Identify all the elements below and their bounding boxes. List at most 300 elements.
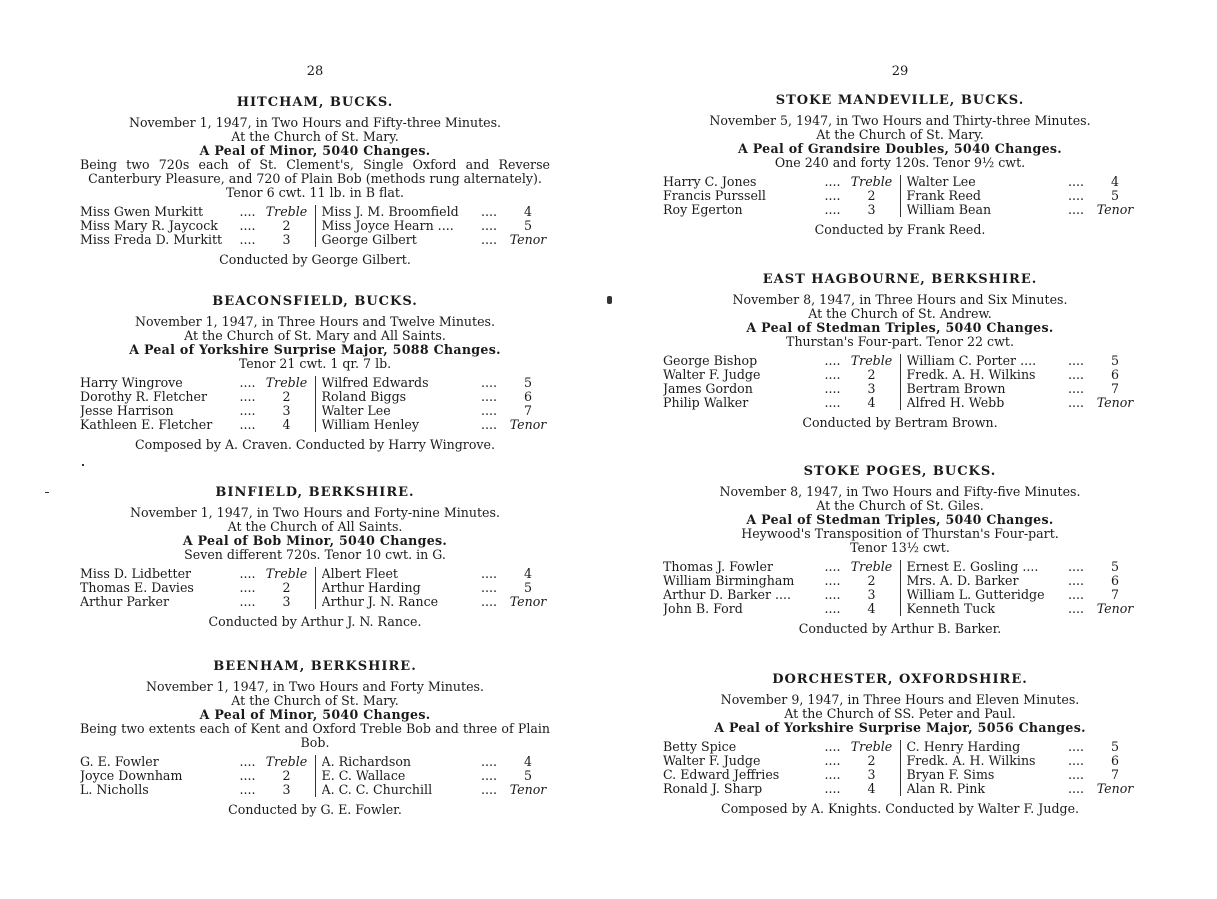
- leader-dots: ....: [824, 559, 841, 574]
- bell-number: 3: [867, 587, 876, 602]
- bell-number: Treble: [265, 754, 308, 769]
- ringer-name: William L. Gutteridge: [906, 588, 1045, 602]
- bell-number: 3: [867, 767, 876, 782]
- peal-heading: BEENHAM, BERKSHIRE.: [213, 659, 417, 674]
- bell-number: 5: [523, 768, 532, 783]
- bell-number: 6: [1110, 367, 1119, 382]
- bell-number: 2: [867, 367, 876, 382]
- bell-number: Treble: [850, 174, 893, 189]
- bell-number: 4: [867, 781, 876, 796]
- ringer-name: Fredk. A. H. Wilkins: [906, 368, 1036, 382]
- peal-title: A Peal of Stedman Triples, 5040 Changes.: [746, 320, 1054, 335]
- leader-dots: ....: [480, 218, 497, 233]
- leader-dots: ....: [480, 403, 497, 418]
- leader-dots: ....: [239, 375, 256, 390]
- leader-dots: ....: [1067, 753, 1084, 768]
- conducted-by: Conducted by Arthur B. Barker.: [798, 621, 1002, 636]
- ringer-name: C. Henry Harding: [906, 740, 1021, 754]
- peal-detail-line: At the Church of St. Mary.: [231, 129, 399, 144]
- leader-dots: ....: [239, 403, 256, 418]
- bell-number: 4: [523, 566, 532, 581]
- ringer-name: William Bean: [906, 203, 992, 217]
- leader-dots: ....: [239, 218, 256, 233]
- peal-title: A Peal of Yorkshire Surprise Major, 5088 Changes.: [129, 342, 501, 357]
- bell-number: 4: [867, 395, 876, 410]
- bell-number: Tenor: [509, 594, 547, 609]
- leader-dots: ....: [1067, 559, 1084, 574]
- ringer-row: [907, 203, 1138, 217]
- ringer-name: Joyce Downham: [80, 769, 183, 783]
- ringer-name: A. C. C. Churchill: [321, 783, 433, 797]
- leader-dots: ....: [1067, 395, 1084, 410]
- bell-number: 6: [1110, 753, 1119, 768]
- ringer-name: Francis Purssell: [663, 189, 766, 203]
- ringer-row: [663, 203, 894, 217]
- print-speck: [45, 492, 49, 493]
- leader-dots: ....: [239, 782, 256, 797]
- bell-number: Treble: [850, 739, 893, 754]
- ringers-column: [316, 755, 551, 797]
- ringer-name: Alfred H. Webb: [906, 396, 1005, 410]
- leader-dots: ....: [824, 174, 841, 189]
- peal-detail-line: November 5, 1947, in Two Hours and Thirty-three Minutes.: [709, 113, 1091, 128]
- peal-title: A Peal of Yorkshire Surprise Major, 5056 Changes.: [714, 720, 1086, 735]
- peal-note: Heywood's Transposition of Thurstan's Four-part.: [741, 526, 1059, 541]
- ringers-column: [663, 354, 901, 410]
- leader-dots: ....: [824, 188, 841, 203]
- ringers-column: [901, 740, 1138, 796]
- leader-dots: ....: [1067, 367, 1084, 382]
- leader-dots: ....: [824, 753, 841, 768]
- ringer-row: [80, 376, 309, 390]
- ringer-name: L. Nicholls: [80, 783, 149, 797]
- bell-number: 7: [1110, 381, 1119, 396]
- ringer-row: [907, 189, 1138, 203]
- ringers-table: [663, 560, 1137, 616]
- ringer-name: Albert Fleet: [321, 567, 398, 581]
- bell-number: Tenor: [509, 232, 547, 247]
- ringer-name: Miss D. Lidbetter: [80, 567, 192, 581]
- ringer-name: A. Richardson: [321, 755, 412, 769]
- leader-dots: ....: [824, 367, 841, 382]
- bell-number: 5: [523, 218, 532, 233]
- ringer-row: [663, 588, 894, 602]
- peal-note: Thurstan's Four-part. Tenor 22 cwt.: [786, 334, 1014, 349]
- ringer-row: [907, 574, 1138, 588]
- leader-dots: ....: [239, 768, 256, 783]
- peal-record: [663, 273, 1137, 430]
- leader-dots: ....: [824, 601, 841, 616]
- ringer-row: [907, 588, 1138, 602]
- bell-number: 2: [282, 768, 291, 783]
- leader-dots: ....: [824, 739, 841, 754]
- ringer-row: [907, 354, 1138, 368]
- ringers-column: [80, 755, 316, 797]
- ringer-row: [322, 418, 551, 432]
- leader-dots: ....: [480, 389, 497, 404]
- bell-number: 6: [1110, 573, 1119, 588]
- ringer-row: [80, 404, 309, 418]
- ringer-name: Kenneth Tuck: [906, 602, 996, 616]
- bell-number: Tenor: [1096, 395, 1134, 410]
- leader-dots: ....: [1067, 601, 1084, 616]
- bell-number: 5: [1110, 353, 1119, 368]
- peal-heading: BINFIELD, BERKSHIRE.: [215, 485, 415, 500]
- ringers-column: [901, 560, 1138, 616]
- peal-heading: EAST HAGBOURNE, BERKSHIRE.: [762, 272, 1038, 287]
- leader-dots: ....: [480, 375, 497, 390]
- ringer-row: [663, 189, 894, 203]
- ringer-name: Mrs. A. D. Barker: [906, 574, 1019, 588]
- bell-number: 5: [1110, 188, 1119, 203]
- ringer-row: [80, 769, 309, 783]
- peal-detail-line: At the Church of St. Mary.: [231, 693, 399, 708]
- ringer-row: [80, 205, 309, 219]
- ringers-column: [80, 376, 316, 432]
- ringer-row: [663, 574, 894, 588]
- ringer-name: Walter Lee: [906, 175, 976, 189]
- peal-detail-line: At the Church of St. Andrew.: [808, 306, 992, 321]
- peal-note: Tenor 13½ cwt.: [850, 540, 950, 555]
- conducted-by: Conducted by Frank Reed.: [814, 222, 986, 237]
- ringer-name: Arthur D. Barker ....: [663, 588, 791, 602]
- peal-record: [80, 295, 550, 452]
- print-speck: [82, 464, 84, 466]
- bell-number: 4: [867, 601, 876, 616]
- peal-note: Tenor 21 cwt. 1 qr. 7 lb.: [238, 356, 392, 371]
- leader-dots: ....: [239, 566, 256, 581]
- bell-number: 3: [282, 782, 291, 797]
- ringer-name: Miss Joyce Hearn ....: [321, 219, 454, 233]
- peal-heading: BEACONSFIELD, BUCKS.: [212, 294, 418, 309]
- ringer-name: Walter Lee: [321, 404, 391, 418]
- ringer-row: [322, 390, 551, 404]
- ringer-row: [80, 595, 309, 609]
- leader-dots: ....: [1067, 188, 1084, 203]
- peal-detail-line: At the Church of St. Mary.: [816, 127, 984, 142]
- peal-record: [80, 660, 550, 817]
- ringer-name: Bertram Brown: [906, 382, 1006, 396]
- ringers-table: [663, 740, 1137, 796]
- ringer-name: William Birmingham: [663, 574, 795, 588]
- peal-heading: HITCHAM, BUCKS.: [236, 95, 394, 110]
- bell-number: 3: [282, 232, 291, 247]
- ringer-row: [322, 783, 551, 797]
- peal-record: [663, 673, 1137, 816]
- leader-dots: ....: [1067, 587, 1084, 602]
- ringer-row: [663, 782, 894, 796]
- peal-detail-line: November 1, 1947, in Three Hours and Twelve Minutes.: [134, 314, 496, 329]
- conducted-by: Composed by A. Craven. Conducted by Harry Wingrove.: [135, 437, 495, 452]
- ringer-row: [907, 368, 1138, 382]
- ringers-column: [663, 560, 901, 616]
- peal-record: [80, 96, 550, 267]
- ringers-table: [663, 354, 1137, 410]
- ringer-row: [80, 390, 309, 404]
- page-number: 29: [891, 64, 909, 79]
- peal-detail-line: November 8, 1947, in Two Hours and Fifty-five Minutes.: [719, 484, 1081, 499]
- bell-number: 5: [523, 580, 532, 595]
- leader-dots: ....: [1067, 202, 1084, 217]
- leader-dots: ....: [1067, 381, 1084, 396]
- peal-detail-line: November 8, 1947, in Three Hours and Six Minutes.: [732, 292, 1068, 307]
- ringer-name: E. C. Wallace: [321, 769, 406, 783]
- leader-dots: ....: [824, 381, 841, 396]
- ringer-row: [80, 233, 309, 247]
- ringers-column: [80, 567, 316, 609]
- ringer-row: [80, 219, 309, 233]
- ringers-column: [80, 205, 316, 247]
- ringers-table: [80, 567, 550, 609]
- bell-number: 5: [1110, 739, 1119, 754]
- ringer-row: [322, 404, 551, 418]
- ringers-column: [901, 175, 1138, 217]
- ringer-row: [907, 768, 1138, 782]
- ringer-name: Arthur Parker: [80, 595, 169, 609]
- peal-detail-line: At the Church of All Saints.: [227, 519, 403, 534]
- bell-number: Treble: [265, 375, 308, 390]
- ringer-name: George Gilbert: [321, 233, 417, 247]
- ringer-name: George Bishop: [663, 354, 758, 368]
- ringers-column: [901, 354, 1138, 410]
- ringer-row: [322, 769, 551, 783]
- leader-dots: ....: [1067, 739, 1084, 754]
- ringer-name: Walter F. Judge: [663, 754, 761, 768]
- conducted-by: Conducted by Bertram Brown.: [802, 415, 998, 430]
- ringer-row: [322, 233, 551, 247]
- leader-dots: ....: [239, 594, 256, 609]
- ringer-row: [663, 754, 894, 768]
- peal-record: [80, 486, 550, 629]
- ringer-name: Arthur J. N. Rance: [321, 595, 439, 609]
- leader-dots: ....: [824, 781, 841, 796]
- ringer-name: Dorothy R. Fletcher: [80, 390, 207, 404]
- ringer-name: James Gordon: [663, 382, 753, 396]
- peal-detail-line: November 1, 1947, in Two Hours and Forty Minutes.: [146, 679, 484, 694]
- ringers-table: [80, 205, 550, 247]
- ringer-name: William C. Porter ....: [906, 354, 1037, 368]
- leader-dots: ....: [1067, 781, 1084, 796]
- leader-dots: ....: [824, 587, 841, 602]
- leader-dots: ....: [824, 353, 841, 368]
- bell-number: 2: [282, 218, 291, 233]
- bell-number: 2: [867, 753, 876, 768]
- bell-number: 4: [282, 417, 291, 432]
- ringer-row: [663, 740, 894, 754]
- ringer-name: Fredk. A. H. Wilkins: [906, 754, 1036, 768]
- ringer-name: Betty Spice: [663, 740, 737, 754]
- ringer-row: [907, 602, 1138, 616]
- bell-number: Tenor: [1096, 601, 1134, 616]
- ringers-table: [80, 755, 550, 797]
- peal-title: A Peal of Bob Minor, 5040 Changes.: [182, 533, 448, 548]
- ringer-row: [663, 602, 894, 616]
- ringer-name: Alan R. Pink: [906, 782, 985, 796]
- ringer-name: Ernest E. Gosling ....: [906, 560, 1039, 574]
- ringer-row: [663, 354, 894, 368]
- leader-dots: ....: [824, 573, 841, 588]
- peal-title: A Peal of Minor, 5040 Changes.: [199, 143, 431, 158]
- ringer-row: [663, 175, 894, 189]
- ringer-row: [663, 560, 894, 574]
- ringer-name: Harry C. Jones: [663, 175, 757, 189]
- ringer-row: [663, 368, 894, 382]
- ringer-row: [907, 754, 1138, 768]
- peal-detail-line: At the Church of St. Giles.: [816, 498, 984, 513]
- ringer-row: [322, 595, 551, 609]
- peal-record: [663, 94, 1137, 237]
- peal-detail-line: November 1, 1947, in Two Hours and Fifty-three Minutes.: [128, 115, 502, 130]
- bell-number: Tenor: [509, 782, 547, 797]
- bell-number: Treble: [850, 353, 893, 368]
- leader-dots: ....: [480, 580, 497, 595]
- ringer-row: [322, 219, 551, 233]
- ringer-row: [80, 418, 309, 432]
- peal-detail-line: At the Church of St. Mary and All Saints.: [184, 328, 446, 343]
- leader-dots: ....: [480, 594, 497, 609]
- ringers-table: [80, 376, 550, 432]
- peal-note: Seven different 720s. Tenor 10 cwt. in G.: [184, 547, 446, 562]
- bell-number: Treble: [265, 204, 308, 219]
- bell-number: 2: [282, 580, 291, 595]
- peal-detail-line: November 1, 1947, in Two Hours and Forty-nine Minutes.: [130, 505, 500, 520]
- ringer-name: Miss Mary R. Jaycock: [80, 219, 218, 233]
- peal-detail-line: November 9, 1947, in Three Hours and Eleven Minutes.: [720, 692, 1080, 707]
- ringers-column: [316, 567, 551, 609]
- ringer-name: Miss Gwen Murkitt: [80, 205, 204, 219]
- bell-number: 2: [867, 573, 876, 588]
- peal-note: Being two extents each of Kent and Oxford Treble Bob and three of Plain Bob.: [80, 721, 550, 750]
- bell-number: 5: [1110, 559, 1119, 574]
- peal-note: Being two 720s each of St. Clement's, Single Oxford and Reverse Canterbury Pleasure, and 720 of Plain Bob (methods rung alternately).: [80, 157, 550, 186]
- ringer-name: Roy Egerton: [663, 203, 743, 217]
- leader-dots: ....: [824, 202, 841, 217]
- leader-dots: ....: [1067, 573, 1084, 588]
- ringer-name: Kathleen E. Fletcher: [80, 418, 213, 432]
- peal-title: A Peal of Stedman Triples, 5040 Changes.: [746, 512, 1054, 527]
- ringer-name: Walter F. Judge: [663, 368, 761, 382]
- leader-dots: ....: [480, 566, 497, 581]
- bell-number: Tenor: [509, 417, 547, 432]
- bell-number: 3: [867, 202, 876, 217]
- leader-dots: ....: [480, 782, 497, 797]
- bell-number: Tenor: [1096, 202, 1134, 217]
- ringers-table: [663, 175, 1137, 217]
- ringer-row: [907, 782, 1138, 796]
- conducted-by: Conducted by Arthur J. N. Rance.: [208, 614, 422, 629]
- ringer-name: Thomas E. Davies: [80, 581, 194, 595]
- ringer-row: [907, 175, 1138, 189]
- bell-number: 7: [1110, 587, 1119, 602]
- page-number: 28: [306, 64, 324, 79]
- ringer-row: [907, 382, 1138, 396]
- ringer-row: [907, 396, 1138, 410]
- leader-dots: ....: [1067, 767, 1084, 782]
- leader-dots: ....: [239, 389, 256, 404]
- peal-note: Tenor 6 cwt. 11 lb. in B flat.: [225, 185, 404, 200]
- ringer-name: Harry Wingrove: [80, 376, 183, 390]
- peal-title: A Peal of Minor, 5040 Changes.: [199, 707, 431, 722]
- ringers-column: [316, 205, 551, 247]
- peal-detail-line: At the Church of SS. Peter and Paul.: [784, 706, 1016, 721]
- leader-dots: ....: [1067, 174, 1084, 189]
- peal-title: A Peal of Grandsire Doubles, 5040 Changes.: [737, 141, 1062, 156]
- bell-number: 3: [282, 403, 291, 418]
- leader-dots: ....: [480, 232, 497, 247]
- leader-dots: ....: [239, 417, 256, 432]
- peal-note: One 240 and forty 120s. Tenor 9½ cwt.: [774, 155, 1026, 170]
- ringer-row: [663, 768, 894, 782]
- right-page: [663, 0, 1137, 899]
- ringer-name: Wilfred Edwards: [321, 376, 429, 390]
- ringer-name: William Henley: [321, 418, 419, 432]
- peal-heading: DORCHESTER, OXFORDSHIRE.: [772, 672, 1028, 687]
- leader-dots: ....: [480, 417, 497, 432]
- ringer-name: Ronald J. Sharp: [663, 782, 763, 796]
- ringer-row: [663, 396, 894, 410]
- ringer-name: John B. Ford: [663, 602, 743, 616]
- ringer-row: [322, 376, 551, 390]
- ringer-name: Arthur Harding: [321, 581, 421, 595]
- ringer-row: [322, 581, 551, 595]
- ringer-row: [322, 205, 551, 219]
- conducted-by: Composed by A. Knights. Conducted by Walter F. Judge.: [720, 801, 1080, 816]
- leader-dots: ....: [480, 754, 497, 769]
- leader-dots: ....: [1067, 353, 1084, 368]
- ringer-name: Miss Freda D. Murkitt: [80, 233, 223, 247]
- ringer-name: Jesse Harrison: [80, 404, 174, 418]
- leader-dots: ....: [480, 768, 497, 783]
- ringer-row: [80, 755, 309, 769]
- ringer-name: Bryan F. Sims: [906, 768, 995, 782]
- ringer-name: Frank Reed: [906, 189, 981, 203]
- ringer-name: Roland Biggs: [321, 390, 407, 404]
- leader-dots: ....: [480, 204, 497, 219]
- conducted-by: Conducted by G. E. Fowler.: [228, 802, 402, 817]
- bell-number: Treble: [850, 559, 893, 574]
- peal-heading: STOKE MANDEVILLE, BUCKS.: [775, 93, 1025, 108]
- bell-number: 7: [523, 403, 532, 418]
- conducted-by: Conducted by George Gilbert.: [219, 252, 411, 267]
- ringer-row: [322, 755, 551, 769]
- left-page: [80, 0, 550, 899]
- bell-number: 4: [523, 204, 532, 219]
- leader-dots: ....: [824, 767, 841, 782]
- ringer-name: Philip Walker: [663, 396, 749, 410]
- bell-number: 4: [523, 754, 532, 769]
- ringer-name: Thomas J. Fowler: [663, 560, 773, 574]
- bell-number: 3: [867, 381, 876, 396]
- ringer-name: Miss J. M. Broomfield: [321, 205, 459, 219]
- bell-number: 4: [1110, 174, 1119, 189]
- peal-record: [663, 465, 1137, 636]
- bell-number: 3: [282, 594, 291, 609]
- leader-dots: ....: [239, 204, 256, 219]
- ringer-row: [80, 783, 309, 797]
- bell-number: 2: [867, 188, 876, 203]
- ringer-row: [663, 382, 894, 396]
- ringer-name: C. Edward Jeffries: [663, 768, 780, 782]
- bell-number: 5: [523, 375, 532, 390]
- ringer-row: [80, 567, 309, 581]
- bell-number: 6: [523, 389, 532, 404]
- bell-number: Treble: [265, 566, 308, 581]
- ringer-row: [322, 567, 551, 581]
- ringers-column: [663, 175, 901, 217]
- leader-dots: ....: [824, 395, 841, 410]
- ringer-name: G. E. Fowler: [80, 755, 159, 769]
- leader-dots: ....: [239, 754, 256, 769]
